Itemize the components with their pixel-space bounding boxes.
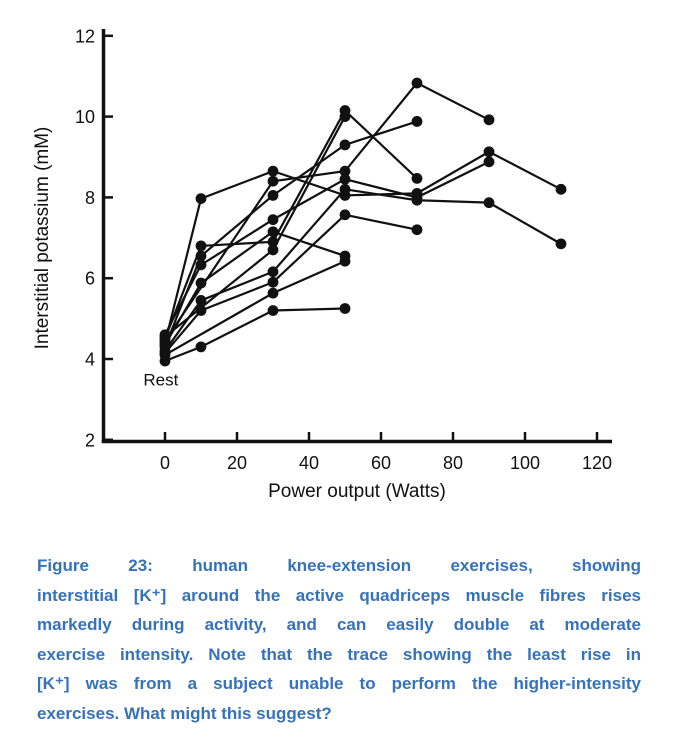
trace-line-subject-4 — [165, 152, 561, 343]
data-point-subject-7 — [412, 224, 423, 235]
caption-line: [K⁺] was from a subject unable to perform the higher-intensity — [37, 674, 641, 693]
x-tick-label: 100 — [509, 453, 541, 473]
chart-traces — [160, 78, 567, 367]
caption-line: markedly during activity, and can easily double at moderate — [37, 615, 641, 634]
data-point-subject-1 — [412, 78, 423, 89]
data-point-subject-3 — [412, 173, 423, 184]
data-point-subject-5 — [340, 174, 351, 185]
caption-line: exercise intensity. Note that the trace showing the least rise in — [37, 644, 641, 664]
rest-annotation: Rest — [143, 370, 179, 390]
x-axis-title: Power output (Watts) — [268, 481, 446, 502]
y-tick-label: 8 — [84, 187, 95, 208]
data-point-subject-11 — [160, 356, 171, 367]
data-point-subject-11 — [340, 303, 351, 314]
data-point-subject-6 — [340, 184, 351, 195]
data-point-subject-4 — [484, 146, 495, 157]
data-point-subject-10 — [340, 256, 351, 267]
data-point-subject-5 — [196, 259, 207, 270]
trace-line-subject-1 — [165, 83, 489, 341]
data-point-subject-4 — [196, 193, 207, 204]
data-point-subject-9 — [268, 226, 279, 237]
y-tick-label: 2 — [84, 430, 95, 451]
chart-axes — [32, 26, 612, 502]
y-axis-title: Interstitial potassium (mM) — [32, 126, 53, 350]
x-tick-label: 40 — [298, 453, 320, 473]
data-point-subject-5 — [268, 214, 279, 225]
data-point-subject-6 — [268, 266, 279, 277]
data-point-subject-2 — [340, 139, 351, 150]
x-tick-label: 80 — [442, 453, 464, 473]
data-point-subject-6 — [412, 195, 423, 206]
data-point-subject-1 — [268, 176, 279, 187]
data-point-subject-4 — [556, 184, 567, 195]
data-point-subject-11 — [268, 305, 279, 316]
figure-caption — [37, 551, 641, 728]
data-point-subject-6 — [556, 238, 567, 249]
caption-line: exercises. What might this suggest? — [37, 703, 332, 723]
data-point-subject-4 — [268, 166, 279, 177]
x-tick-label: 60 — [370, 453, 392, 473]
data-point-subject-6 — [484, 197, 495, 208]
chart-annotations — [143, 370, 178, 389]
data-point-subject-7 — [340, 209, 351, 220]
caption-line: interstitial [K⁺] around the active quadriceps muscle fibres rises — [37, 585, 641, 605]
data-point-subject-1 — [484, 114, 495, 125]
caption-line: Figure 23: human knee-extension exercises, showing — [37, 556, 641, 575]
y-tick-label: 12 — [74, 26, 95, 47]
data-point-subject-10 — [268, 288, 279, 299]
data-point-subject-8 — [340, 111, 351, 122]
data-point-subject-9 — [196, 278, 207, 289]
data-point-subject-2 — [268, 190, 279, 201]
data-point-subject-2 — [412, 116, 423, 127]
data-point-subject-7 — [268, 277, 279, 288]
y-tick-label: 6 — [84, 268, 95, 289]
data-point-subject-3 — [196, 240, 207, 251]
data-point-subject-11 — [196, 341, 207, 352]
data-point-subject-8 — [268, 245, 279, 256]
data-point-subject-9 — [160, 339, 171, 350]
x-tick-label: 0 — [159, 453, 171, 473]
data-point-subject-5 — [484, 156, 495, 167]
y-tick-label: 4 — [84, 349, 95, 370]
y-tick-label: 10 — [74, 107, 95, 128]
trace-line-subject-10 — [165, 261, 345, 355]
x-tick-label: 20 — [226, 453, 248, 473]
x-tick-label: 120 — [581, 453, 613, 473]
trace-line-subject-6 — [165, 189, 561, 351]
